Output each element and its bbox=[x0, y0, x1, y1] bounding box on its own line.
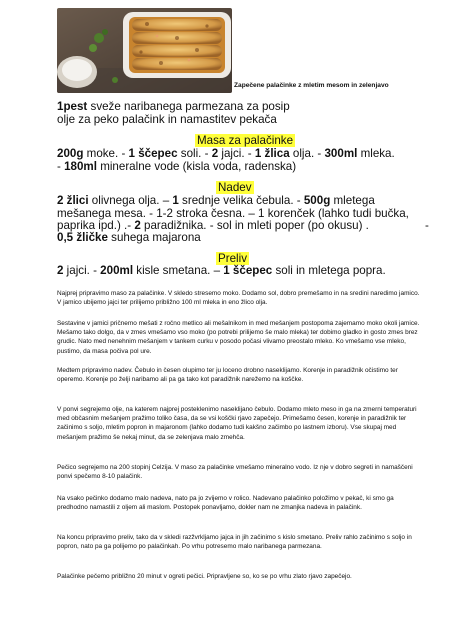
nadev-t4: paprika ipd.) .- bbox=[57, 219, 135, 232]
masa-t7: mineralne vode (kisla voda, radenska) bbox=[96, 160, 297, 173]
masa-t6: - bbox=[57, 160, 65, 173]
masa-t2: soli. - bbox=[177, 147, 212, 160]
photo-caption: Zapečene palačinke z mletim mesom in zelenjavo bbox=[234, 82, 389, 89]
nadev-t3: mletega bbox=[330, 194, 375, 207]
masa-q1: 200g bbox=[57, 147, 84, 160]
instruction-paragraph: Pečico segrejemo na 200 stopinj Celzija. V maso za palačinke vmešamo mineralno vodo. Iz nje v dobro segreti in namaščeni ponvi spečemo 8-10 palačink. bbox=[57, 464, 413, 481]
masa-q5: 300ml bbox=[324, 147, 358, 160]
instruction-paragraph: Na vsako pečinko dodamo malo nadeva, nato pa jo zvijemo v rolico. Nadevano palačinko položimo v pekač, ki smo ga predhodno namastili z oljem ali maslom. Postopek ponavljamo, dokler nam ne zmanjka nadeva in palačink. bbox=[57, 495, 394, 512]
nadev-q3: 500g bbox=[303, 194, 331, 207]
nadev-t2: srednje velika čebula. - bbox=[178, 194, 304, 207]
dish-illustration bbox=[57, 8, 232, 93]
instruction-paragraph: Medtem pripravimo nadev. Čebulo in česen olupimo ter ju loceno drobno naseklijamo. Korenje in paradižnik očistimo ter operemo. Korenje po želji naribamo ali pa ga tako kot paradižnik narežemo na koščke. bbox=[57, 367, 398, 384]
nadev-q4: 2 bbox=[134, 219, 141, 232]
masa-q3: 2 bbox=[211, 147, 219, 160]
intro-line-1 bbox=[57, 100, 437, 113]
instruction-paragraph: Na koncu pripravimo preliv, tako da v skledi razžvrkljamo jajca in jih začinimo s kislo smetano. Preliv rahlo začinimo s soljo in popron, nato pa ga polijemo po palačinkah. Po vrhu potresemo malo naribanega parmezana. bbox=[57, 534, 412, 551]
intro-text: sveže naribanega parmezana za posip bbox=[87, 100, 290, 113]
nadev-q1: 2 žlici bbox=[57, 194, 89, 207]
nadev-q5: 0,5 žličke bbox=[57, 231, 108, 244]
masa-heading: Masa za palačinke bbox=[197, 134, 294, 147]
masa-t4: olja. - bbox=[289, 147, 325, 160]
preliv-t2: kisle smetana. – bbox=[133, 264, 224, 277]
masa-q4: 1 žlica bbox=[254, 147, 290, 160]
preliv-t3: soli in mletega popra. bbox=[272, 264, 386, 277]
intro-quantity: 1pest bbox=[57, 100, 88, 113]
masa-q6: 180ml bbox=[64, 160, 97, 173]
nadev-heading: Nadev bbox=[218, 181, 252, 194]
masa-t5: mleka. bbox=[357, 147, 395, 160]
nadev-line-2: mešanega mesa. - 1-2 stroka česna. – 1 korenček (lahko tudi bučka, bbox=[57, 207, 409, 220]
preliv-line-1 bbox=[57, 264, 437, 277]
nadev-dash: - bbox=[425, 219, 429, 232]
nadev-line-4 bbox=[57, 231, 437, 244]
masa-t1: moke. - bbox=[83, 147, 129, 160]
preliv-heading: Preliv bbox=[218, 252, 247, 265]
dish-photo bbox=[57, 8, 232, 93]
nadev-t5: paradižnika. - sol in mleti poper (po okusu) . bbox=[140, 219, 369, 232]
instruction-paragraph: Sestavine v jamici pričnemo mešati z ročno metlico ali mešalnikom in med mešanjem postopoma zajemamo moko okoli jamice. Mešamo tako dolgo, da v zmes vmešamo vso moko (po potrebi prilijemo še malo mleka) ter dobimo gladko in gosto zmes brez grudic. Nato med nenehnim mešanjem v tankem curku v posodo počasi vlivamo preostalo mleko. Ko vmešamo vse mleko, pustimo, da masa počiva pol ure. bbox=[57, 320, 420, 355]
intro-line-2: olje za peko palačink in namastitev pekača bbox=[57, 113, 277, 126]
nadev-q2: 1 bbox=[172, 194, 179, 207]
instruction-paragraph: Najprej pripravimo maso za palačinke. V skledo stresemo moko. Dodamo sol, dobro premešamo in na sredini naredimo jamico. V jamico ubijemo jajci ter prilijemo približno 100 ml mleka in eno žlico olja. bbox=[57, 290, 420, 307]
nadev-t6: suhega majarona bbox=[107, 231, 201, 244]
preliv-q3: 1 ščepec bbox=[223, 264, 273, 277]
masa-line-2 bbox=[57, 160, 437, 173]
preliv-q2: 200ml bbox=[100, 264, 134, 277]
nadev-line-1 bbox=[57, 194, 437, 207]
instruction-paragraph: Palačinke pečemo približno 20 minut v ogreti pečici. Pripravljene so, ko se po vrhu zlato rjavo zapečejo. bbox=[57, 573, 352, 580]
masa-line-1 bbox=[57, 147, 437, 160]
instruction-paragraph: V ponvi segrejemo olje, na katerem najprej posteklenimo naseklijano čebulo. Dodamo mleto meso in ga na zmerni temperaturi med občasnim mešanjem pražimo toliko časa, da se vsi koščki rjavo zapečejo. Primešamo česen, korenje in paradižnik ter začinimo s soljo, mletim popron in majaronom (lahko dodamo tudi kakšno začimbo po lastnem izboru). Vse skupaj med mešanjem pražimo še nekaj minut, da se zelenjava malo zmehča. bbox=[57, 406, 417, 441]
masa-q2: 1 ščepec bbox=[128, 147, 178, 160]
masa-t3: jajci. - bbox=[218, 147, 255, 160]
preliv-q1: 2 bbox=[57, 264, 64, 277]
preliv-t1: jajci. - bbox=[63, 264, 101, 277]
nadev-t1: olivnega olja. – bbox=[88, 194, 173, 207]
